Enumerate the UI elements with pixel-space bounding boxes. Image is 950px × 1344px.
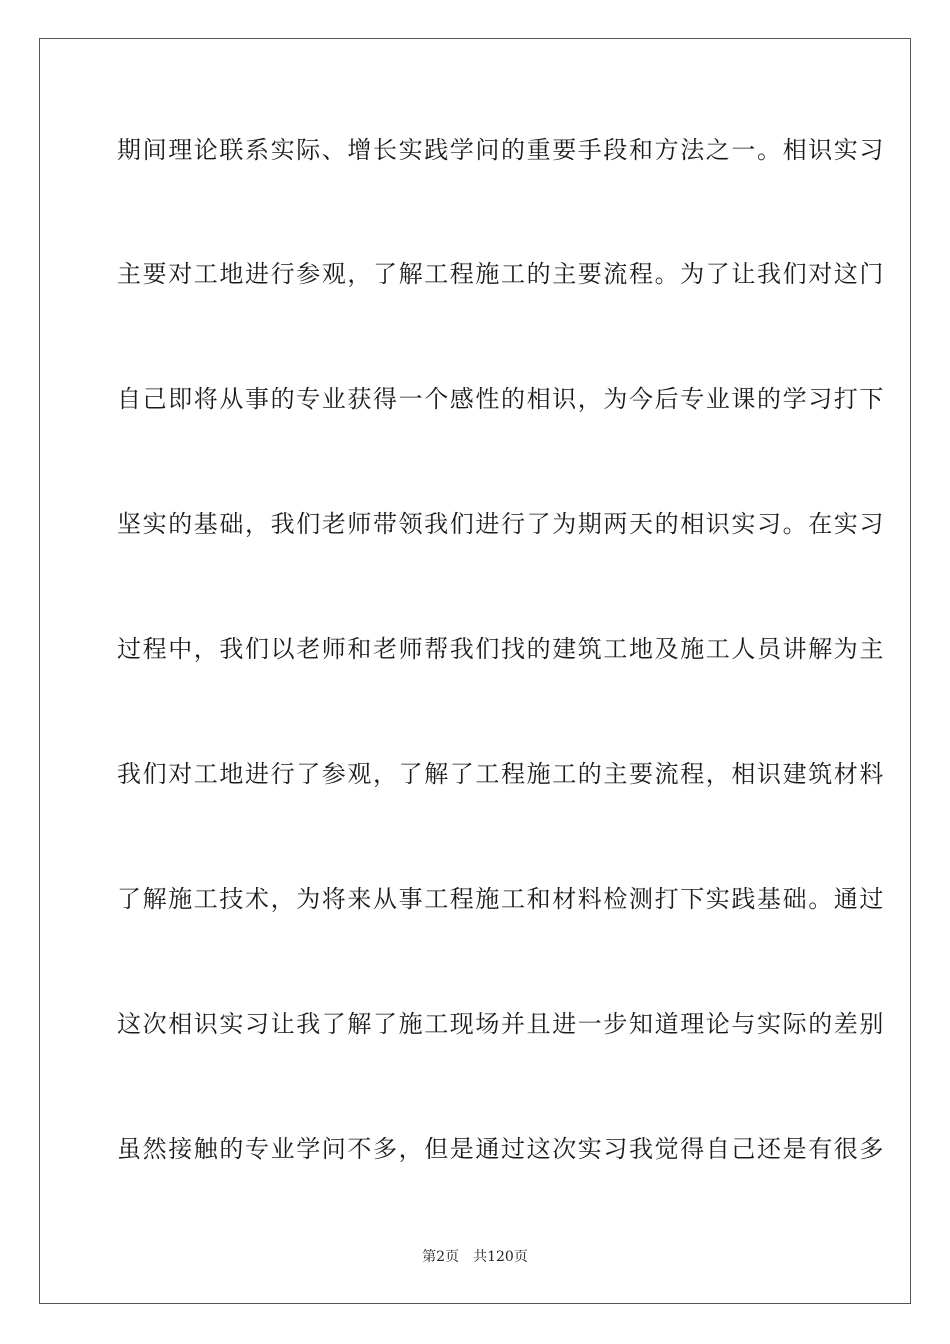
body-text-line: 期间理论联系实际、增长实践学问的重要手段和方法之一。相识实习 [117, 136, 885, 164]
page-number: 第2页 [422, 1249, 460, 1265]
body-text-line: 主要对工地进行参观，了解工程施工的主要流程。为了让我们对这门 [117, 260, 885, 288]
body-text-line: 坚实的基础，我们老师带领我们进行了为期两天的相识实习。在实习 [117, 510, 885, 538]
page-border [39, 38, 911, 1304]
body-text-line: 过程中，我们以老师和老师帮我们找的建筑工地及施工人员讲解为主 [117, 635, 885, 663]
body-text-line: 了解施工技术，为将来从事工程施工和材料检测打下实践基础。通过 [117, 885, 885, 913]
page-total: 共120页 [473, 1249, 528, 1265]
body-text-line: 虽然接触的专业学问不多，但是通过这次实习我觉得自己还是有很多 [117, 1135, 885, 1163]
body-text-line: 自己即将从事的专业获得一个感性的相识，为今后专业课的学习打下 [117, 385, 885, 413]
page-footer [0, 1248, 950, 1266]
body-text-line: 这次相识实习让我了解了施工现场并且进一步知道理论与实际的差别 [117, 1010, 885, 1038]
body-text-line: 我们对工地进行了参观，了解了工程施工的主要流程，相识建筑材料 [117, 760, 885, 788]
